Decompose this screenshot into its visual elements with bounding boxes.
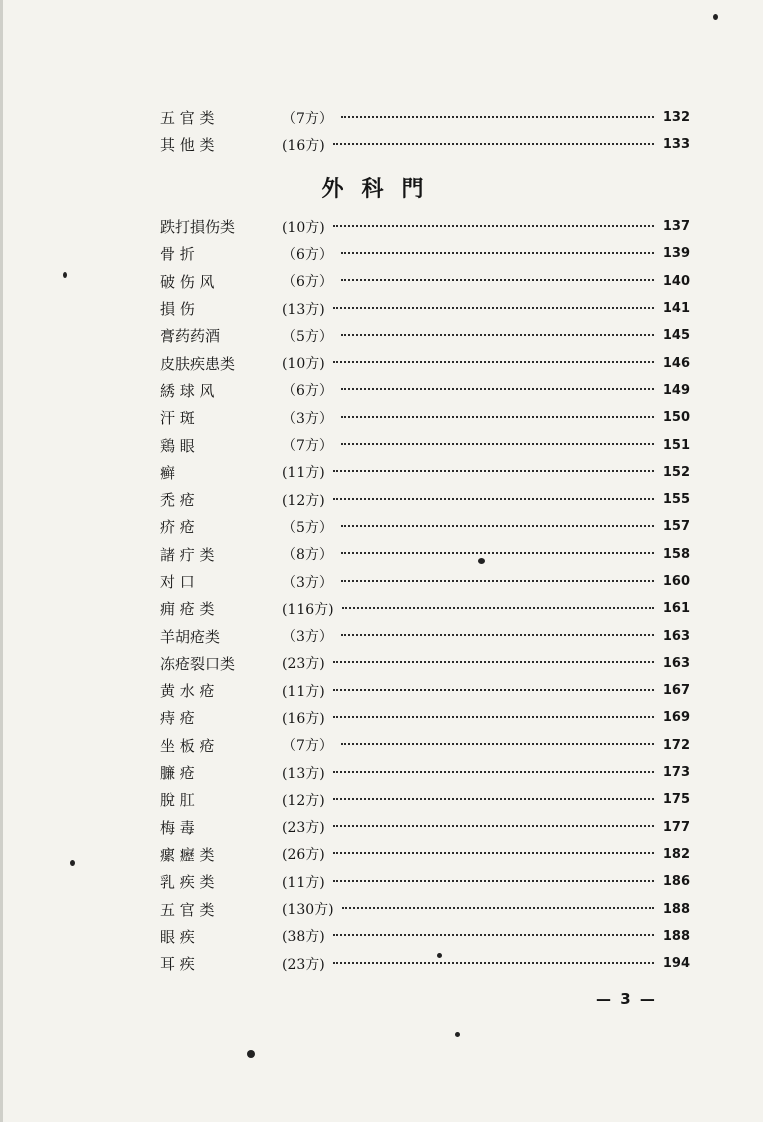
dot-leader <box>341 443 654 445</box>
dot-leader <box>341 525 654 527</box>
entry-count: （8方） <box>282 547 333 564</box>
entry-count: (11方) <box>282 465 325 482</box>
entry-name: 骨 折 <box>160 245 195 264</box>
entry-page: 175 <box>662 792 690 808</box>
entry-count: (13方) <box>282 301 325 318</box>
toc-entry <box>160 131 690 158</box>
entry-page: 146 <box>662 355 690 371</box>
entry-count: （3方） <box>282 574 333 591</box>
entry-page: 163 <box>662 628 690 644</box>
entry-count: （6方） <box>282 274 333 291</box>
toc-entry <box>160 950 690 977</box>
entry-count: （7方） <box>282 110 333 127</box>
entry-count: (16方) <box>282 137 325 154</box>
dot-leader <box>333 716 654 718</box>
scan-speck <box>247 1050 255 1058</box>
dot-leader <box>333 307 654 309</box>
toc-entry <box>160 486 690 513</box>
dot-leader <box>333 852 654 854</box>
dot-leader <box>341 743 654 745</box>
toc-entry <box>160 349 690 376</box>
dot-leader <box>333 934 654 936</box>
dot-leader <box>333 470 654 472</box>
entry-name: 乳 疾 类 <box>160 873 215 892</box>
entry-page: 155 <box>662 492 690 508</box>
page-edge <box>0 0 3 1122</box>
scan-speck <box>478 558 485 564</box>
section-title: 外科門 <box>321 176 442 202</box>
entry-name: 疥 疮 <box>160 518 195 537</box>
entry-count: (38方) <box>282 929 325 946</box>
dot-leader <box>341 416 654 418</box>
toc-entry <box>160 404 690 431</box>
dot-leader <box>333 361 654 363</box>
entry-name: 瘰 癧 类 <box>160 845 215 864</box>
entry-page: 141 <box>662 301 690 317</box>
entry-name: 对 口 <box>160 573 195 591</box>
toc-entry <box>160 240 690 267</box>
dot-leader <box>341 116 654 118</box>
entry-name: 跌打損伤类 <box>160 218 236 237</box>
entry-count: （3方） <box>282 629 333 646</box>
toc-entry <box>160 895 690 922</box>
entry-name: 痔 疮 <box>160 709 195 728</box>
scan-speck <box>70 860 75 866</box>
entry-page: 186 <box>662 874 690 890</box>
entry-count: (10方) <box>282 356 325 373</box>
entry-page: 161 <box>662 601 690 617</box>
entry-name: 癣 <box>160 463 176 482</box>
entry-page: 172 <box>662 737 690 753</box>
toc-entry <box>160 868 690 895</box>
entry-count: (12方) <box>282 492 325 509</box>
entry-count: (10方) <box>282 219 325 236</box>
entry-page: 182 <box>662 846 690 862</box>
dot-leader <box>341 252 654 254</box>
entry-count: (12方) <box>282 792 325 809</box>
toc-entry <box>160 431 690 458</box>
entry-count: (13方) <box>282 765 325 782</box>
toc-entry <box>160 786 690 813</box>
toc-entry <box>160 568 690 595</box>
entry-page: 145 <box>662 328 690 344</box>
toc-main <box>160 213 690 977</box>
entry-page: 160 <box>662 574 690 589</box>
entry-name: 其 他 类 <box>160 136 215 155</box>
dot-leader <box>333 689 654 691</box>
dot-leader <box>342 607 654 609</box>
entry-count: (11方) <box>282 874 325 891</box>
dot-leader <box>341 552 654 554</box>
entry-page: 152 <box>662 464 690 480</box>
entry-name: 黄 水 疮 <box>160 682 215 701</box>
scan-speck <box>437 953 442 958</box>
toc-entry <box>160 841 690 868</box>
toc-entry <box>160 459 690 486</box>
dot-leader <box>333 798 654 800</box>
entry-page: 157 <box>662 519 690 535</box>
toc-entry <box>160 541 690 568</box>
dot-leader <box>342 907 654 909</box>
dot-leader <box>333 880 654 882</box>
entry-count: (116方) <box>282 601 334 618</box>
entry-name: 皮肤疾患类 <box>160 354 236 373</box>
entry-page: 188 <box>662 901 690 917</box>
entry-count: (23方) <box>282 656 325 673</box>
toc-entry <box>160 268 690 295</box>
entry-name: 羊胡疮类 <box>160 627 221 646</box>
entry-name: 坐 板 疮 <box>160 736 215 755</box>
entry-name: 汗 斑 <box>160 409 195 428</box>
entry-name: 鶏 眼 <box>160 436 195 455</box>
entry-count: (16方) <box>282 710 325 727</box>
entry-page: 177 <box>662 819 690 835</box>
toc-entry <box>160 513 690 540</box>
dot-leader <box>333 771 654 773</box>
entry-count: (23方) <box>282 956 325 973</box>
entry-name: 諸 疔 类 <box>160 545 215 564</box>
toc-entry <box>160 213 690 240</box>
dot-leader <box>333 825 654 827</box>
entry-name: 五 官 类 <box>160 109 215 128</box>
dot-leader <box>333 661 654 663</box>
entry-count: (26方) <box>282 847 325 864</box>
entry-page: 169 <box>662 710 690 726</box>
entry-count: （6方） <box>282 383 333 400</box>
entry-name: 損 伤 <box>160 300 195 319</box>
dot-leader <box>341 388 654 390</box>
dot-leader <box>341 334 654 336</box>
dot-leader <box>333 143 654 145</box>
entry-page: 194 <box>662 956 690 972</box>
entry-count: (130方) <box>282 902 334 919</box>
entry-name: 冻疮裂口类 <box>160 654 236 673</box>
entry-name: 破 伤 风 <box>160 272 215 291</box>
toc-entry <box>160 104 690 131</box>
entry-page: 167 <box>662 683 690 699</box>
entry-name: 梅 毒 <box>160 818 195 837</box>
entry-name: 耳 疾 <box>160 955 195 974</box>
dot-leader <box>341 279 654 281</box>
entry-count: （5方） <box>282 328 333 345</box>
scan-speck <box>63 272 67 278</box>
entry-page: 137 <box>662 219 690 235</box>
entry-page: 132 <box>662 110 690 126</box>
entry-count: （6方） <box>282 246 333 263</box>
entry-page: 173 <box>662 765 690 781</box>
toc-entry <box>160 923 690 950</box>
toc-entry <box>160 677 690 704</box>
entry-name: 綉 球 风 <box>160 381 215 400</box>
entry-name: 膏药药酒 <box>160 327 221 346</box>
entry-name: 痈 疮 类 <box>160 600 215 619</box>
entry-page: 150 <box>662 410 690 426</box>
dot-leader <box>341 580 654 582</box>
dot-leader <box>341 634 654 636</box>
page-number: — 3 — <box>596 990 657 1008</box>
entry-page: 139 <box>662 246 690 262</box>
toc-top <box>160 104 690 159</box>
entry-page: 188 <box>662 928 690 944</box>
scan-speck <box>713 14 718 20</box>
entry-name: 五 官 类 <box>160 900 215 919</box>
entry-count: (23方) <box>282 820 325 837</box>
entry-page: 140 <box>662 273 690 289</box>
entry-name: 禿 疮 <box>160 491 195 510</box>
toc-entry <box>160 322 690 349</box>
entry-page: 133 <box>662 137 690 153</box>
entry-count: （5方） <box>282 519 333 536</box>
entry-page: 163 <box>662 655 690 671</box>
entry-page: 158 <box>662 546 690 562</box>
dot-leader <box>333 225 654 227</box>
entry-name: 脫 肛 <box>160 791 195 810</box>
entry-page: 151 <box>662 437 690 453</box>
entry-count: （7方） <box>282 438 333 455</box>
entry-count: （7方） <box>282 738 333 755</box>
entry-count: (11方) <box>282 683 325 700</box>
toc-entry <box>160 377 690 404</box>
entry-count: （3方） <box>282 410 333 427</box>
dot-leader <box>333 962 654 964</box>
entry-page: 149 <box>662 382 690 398</box>
entry-name: 臁 疮 <box>160 764 195 783</box>
toc-entry <box>160 650 690 677</box>
toc-entry <box>160 622 690 649</box>
dot-leader <box>333 498 654 500</box>
toc-entry <box>160 704 690 731</box>
entry-name: 眼 疾 <box>160 927 195 946</box>
toc-entry <box>160 595 690 622</box>
toc-entry <box>160 759 690 786</box>
toc-entry <box>160 814 690 841</box>
toc-entry <box>160 732 690 759</box>
toc-entry <box>160 295 690 322</box>
scan-speck <box>455 1032 460 1037</box>
